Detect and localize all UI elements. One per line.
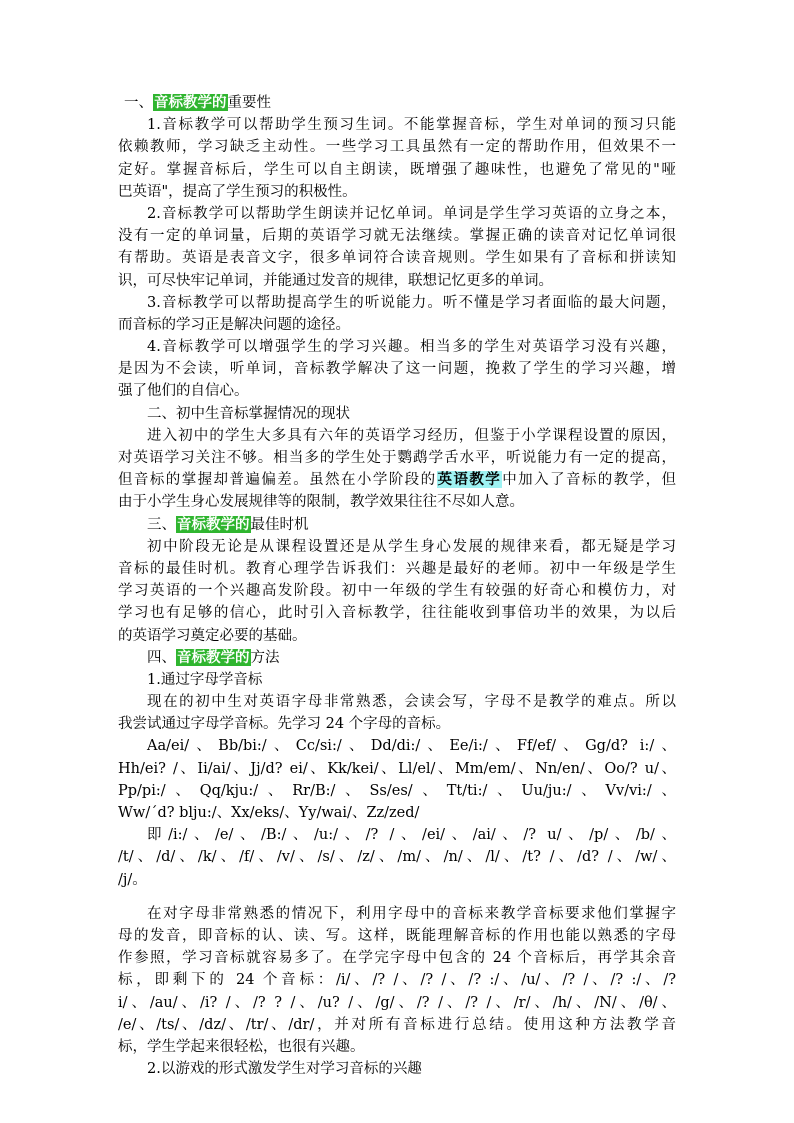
paragraph-line: 音标的最佳时机。教育心理学告诉我们：兴趣是最好的老师。初中一年级是学生: [118, 560, 676, 577]
paragraph-line: 现在的初中生对英语字母非常熟悉，会读会写，字母不是教学的难点。所以: [147, 694, 676, 711]
paragraph-line: 巴英语"，提高了学生预习的积极性。: [118, 183, 357, 200]
subheading-1: 1.通过字母学音标: [147, 671, 263, 688]
paragraph-line: 由于小学生身心发展规律等的限制，教学效果往往不尽如人意。: [118, 494, 524, 511]
paragraph-line: 初中阶段无论是从课程设置还是从学生身心发展的规律来看，都无疑是学习: [147, 538, 676, 555]
paragraph-line: i/、/au/、/i? /、/? ? /、/u? /、/g/、/? /、/? /、/r/、/h/、/N/、/θ/、: [118, 994, 676, 1011]
heading-prefix: 一、: [124, 95, 153, 111]
section-heading-4: 四、音标教学的方法: [147, 648, 280, 666]
paragraph-line: 进入初中的学生大多具有六年的英语学习经历，但鉴于小学课程设置的原因，: [147, 427, 676, 444]
paragraph-line: 在对字母非常熟悉的情况下，利用字母中的音标来教学音标要求他们掌握字: [147, 905, 676, 922]
paragraph-line: 2.音标教学可以帮助学生朗读并记忆单词。单词是学生学习英语的立身之本，: [147, 205, 676, 222]
subheading-2: 2.以游戏的形式激发学生对学习音标的兴趣: [147, 1061, 422, 1078]
paragraph-line: 而音标的学习正是解决问题的途径。: [118, 316, 350, 333]
section-heading-1: [118, 92, 676, 114]
paragraph-line: 依赖教师，学习缺乏主动性。一些学习工具虽然有一定的帮助作用，但效果不一: [118, 139, 676, 156]
paragraph-line: 我尝试通过字母学音标。先学习 24 个字母的音标。: [118, 716, 451, 733]
heading-suffix: 重要性: [227, 95, 271, 111]
paragraph-line: /e/、/ts/、/dz/、/tr/、/dr/，并对所有音标进行总结。使用这种方法教学音: [118, 1016, 676, 1033]
letter-phonetics-line: Ww/ˊd? blju:/、Xx/eks/、Yy/wai/、Zz/zed/: [118, 805, 420, 821]
phonetic-list-line: 即/i:/、/e/、/B:/、/u:/、/? /、/ei/、/ai/、/? u/、/p/、/b/、: [147, 827, 676, 844]
highlighted-text: 音标教学的: [154, 94, 227, 111]
section-heading-2: 二、初中生音标掌握情况的现状: [147, 405, 350, 422]
highlighted-text: 音标教学的: [177, 648, 250, 666]
paragraph-line: 定好。掌握音标后，学生可以自主朗读，既增强了趣味性，也避免了常见的"哑: [118, 161, 676, 178]
paragraph-line: 识，可尽快牢记单词，并能通过发音的规律，联想记忆更多的单词。: [118, 272, 553, 289]
paragraph-line: 作参照，学习音标就容易多了。在学完字母中包含的 24 个音标后，再学其余音: [118, 950, 676, 967]
paragraph-line: 4.音标教学可以增强学生的学习兴趣。相当多的学生对英语学习没有兴趣，: [147, 339, 676, 356]
document-page: [118, 92, 676, 1080]
paragraph-line: 有帮助。英语是表音文字，很多单词符合读音规则。学生如果有了音标和拼读知: [118, 250, 676, 267]
paragraph-line: 没有一定的单词量，后期的英语学习就无法继续。掌握正确的读音对记忆单词很: [118, 228, 676, 245]
phonetic-list-line: /t/、/d/、/k/、/f/、/v/、/s/、/z/、/m/、/n/、/l/、/t? /、/d? /、/w/、: [118, 849, 676, 866]
letter-phonetics-line: Hh/ei? /、Ii/ai/、Jj/d? ei/、Kk/kei/、Ll/el/、Mm/em/、Nn/en/、Oo/? u/、: [118, 760, 676, 777]
letter-phonetics-line: Pp/pi:/、Qq/kju:/、Rr/B:/、Ss/es/、Tt/ti:/、Uu/ju:/、Vv/vi:/、: [118, 782, 676, 799]
paragraph-line: 母的发音，即音标的认、读、写。这样，既能理解音标的作用也能以熟悉的字母: [118, 927, 676, 944]
paragraph-line: 是因为不会读，听单词，音标教学解决了这一问题，挽救了学生的学习兴趣，增: [118, 361, 676, 378]
paragraph-line: 但音标的掌握却普遍偏差。虽然在小学阶段的英语教学中加入了音标的教学，但: [118, 471, 676, 489]
paragraph-line: 强了他们的自信心。: [118, 383, 249, 400]
paragraph-line: 学习英语的一个兴趣高发阶段。初中一年级的学生有较强的好奇心和模仿力，对: [118, 583, 676, 600]
highlighted-text: 音标教学的: [177, 515, 250, 533]
paragraph-line: 标，即剩下的 24 个音标：/i/、/? /、/? /、/? :/、/u/、/? /、/? :/、/?: [118, 972, 676, 989]
letter-phonetics-line: Aa/ei/、Bb/bi:/、Cc/si:/、Dd/di:/、Ee/i:/、Ff/ef/、Gg/d? i:/、: [147, 738, 676, 755]
paragraph-line: 3.音标教学可以帮助提高学生的听说能力。听不懂是学习者面临的最大问题，: [147, 294, 676, 311]
paragraph-line: 的英语学习奠定必要的基础。: [118, 627, 307, 644]
paragraph-line: 学习也有足够的信心，此时引入音标教学，往往能收到事倍功半的效果，为以后: [118, 605, 676, 622]
paragraph-line: 标，学生学起来很轻松，也很有兴趣。: [118, 1038, 365, 1055]
paragraph-line: 1.音标教学可以帮助学生预习生词。不能掌握音标，学生对单词的预习只能: [147, 117, 676, 134]
highlighted-text: 英语教学: [437, 471, 502, 489]
phonetic-list-line: /j/。: [118, 871, 147, 888]
section-heading-3: 三、音标教学的最佳时机: [147, 515, 309, 533]
paragraph-line: 对英语学习关注不够。相当多的学生处于鹦鹉学舌水平，听说能力有一定的提高，: [118, 450, 676, 466]
